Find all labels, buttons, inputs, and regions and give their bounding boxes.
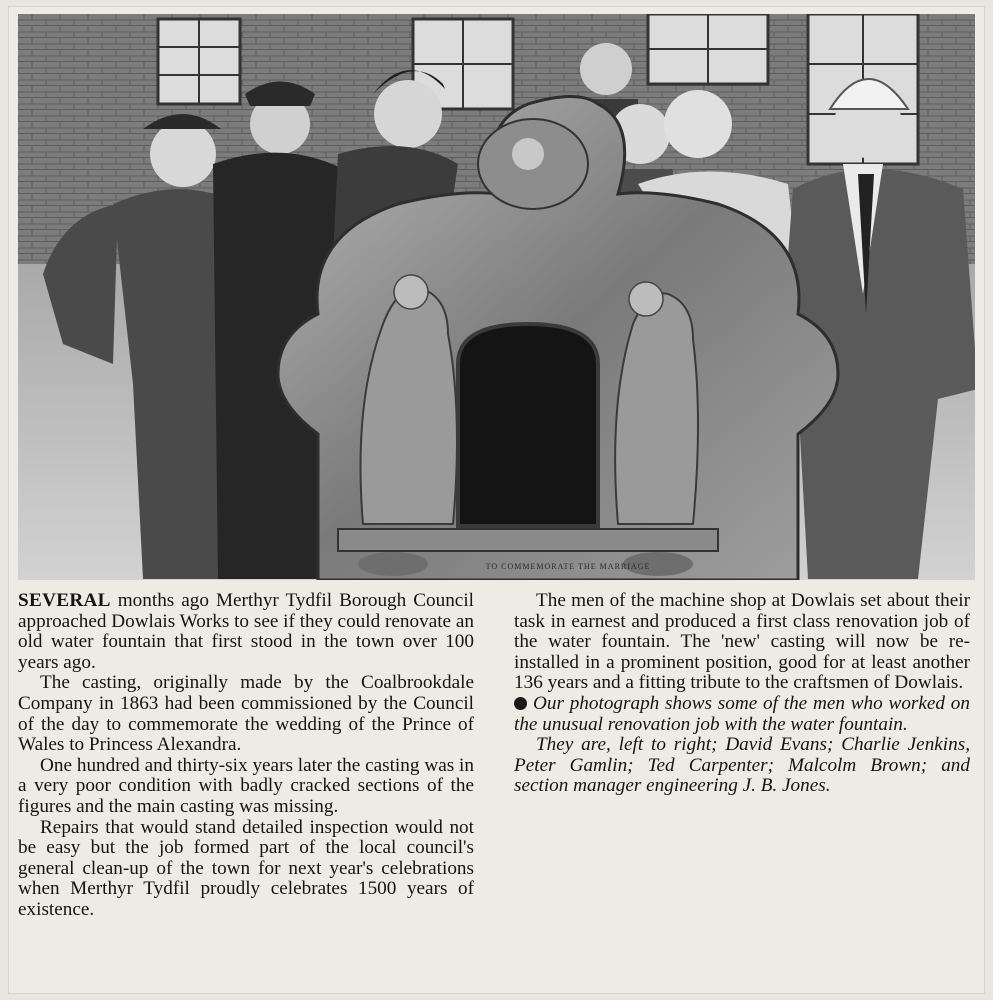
photo-caption-1-text: Our photograph shows some of the men who worked on the unusual renovation job with the water fountain. bbox=[514, 692, 970, 735]
paragraph-4: Repairs that would stand detailed inspection would not be easy but the job formed part of the local council's general clean-up of the town for next year's celebrations when Merthyr Tydfil proudly celebrates 1500 years of existence. bbox=[18, 816, 474, 920]
fountain-photo-illustration bbox=[18, 14, 975, 580]
newspaper-clipping bbox=[8, 6, 985, 994]
paragraph-2: The casting, originally made by the Coalbrookdale Company in 1863 had been commissioned by the Council of the day to commemorate the wedding of the Prince of Wales to Princess Alexandra. bbox=[18, 672, 474, 756]
photo-caption-1 bbox=[514, 694, 970, 735]
paragraph-1-text: months ago Merthyr Tydfil Borough Council approached Dowlais Works to see if they could renovate an old water fountain that first stood in the town over 100 years ago. bbox=[18, 590, 474, 673]
lead-word: SEVERAL bbox=[18, 590, 111, 611]
article-column-left bbox=[18, 591, 474, 921]
paragraph-5: The men of the machine shop at Dowlais set about their task in earnest and produced a first class renovation job of the water fountain. The 'new' casting will now be re-installed in a prominent position, good for at least another 136 years and a fitting tribute to the craftsmen of Dowlais. bbox=[514, 590, 970, 694]
paragraph-1 bbox=[18, 591, 474, 673]
photo-caption-2: They are, left to right; David Evans; Charlie Jenkins, Peter Gamlin; Ted Carpenter; Malcolm Brown; and section manager engineering J. B. Jones. bbox=[514, 734, 970, 797]
news-photograph bbox=[18, 14, 975, 580]
plaque-inscription: TO COMMEMORATE THE MARRIAGE bbox=[485, 562, 651, 571]
bullet-icon bbox=[514, 697, 527, 710]
article-column-right bbox=[514, 591, 970, 797]
paragraph-3: One hundred and thirty-six years later the casting was in a very poor condition with badly cracked sections of the figures and the main casting was missing. bbox=[18, 754, 474, 817]
